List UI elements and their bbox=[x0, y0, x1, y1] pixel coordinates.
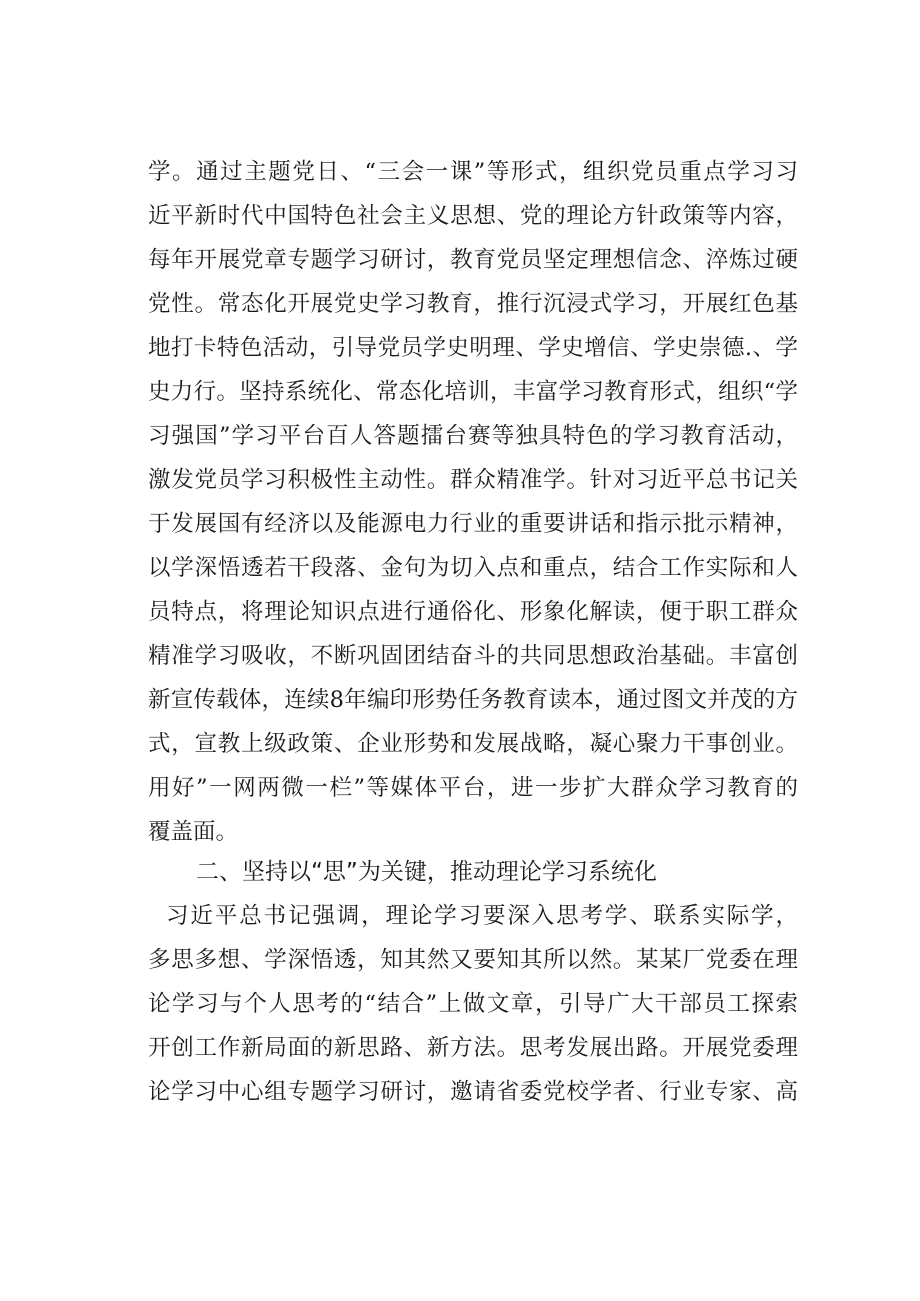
text-line: 史力行。坚持系统化、常态化培训，丰富学习教育形式，组织“学 bbox=[148, 379, 798, 405]
text-line: 开创工作新局面的新思路、新方法。思考发展出路。开展党委理 bbox=[148, 1035, 798, 1061]
text-line: 每年开展党章专题学习研讨，教育党员坚定理想信念、淬炼过硬 bbox=[148, 247, 798, 273]
text-line: 多思多想、学深悟透，知其然又要知其所以然。某某厂党委在理 bbox=[148, 947, 798, 973]
text-line: 新宣传载体，连续8年编印形势任务教育读本，通过图文并茂的方 bbox=[148, 687, 798, 713]
text-line: 地打卡特色活动，引导党员学史明理、学史增信、学史崇德.、学 bbox=[148, 335, 798, 361]
text-line: 精准学习吸收，不断巩固团结奋斗的共同思想政治基础。丰富创 bbox=[148, 643, 798, 669]
text-line: 员特点，将理论知识点进行通俗化、形象化解读，便于职工群众 bbox=[148, 599, 798, 625]
text-line: 式，宣教上级政策、企业形势和发展战略，凝心聚力干事创业。 bbox=[148, 731, 798, 757]
text-line: 习强国”学习平台百人答题擂台赛等独具特色的学习教育活动， bbox=[148, 423, 798, 449]
text-line: 用好”一网两微一栏”等媒体平台，进一步扩大群众学习教育的 bbox=[148, 775, 798, 801]
section-heading: 二、坚持以“思”为关键，推动理论学习系统化 bbox=[196, 859, 657, 885]
text-line: 党性。常态化开展党史学习教育，推行沉浸式学习，开展红色基 bbox=[148, 291, 798, 317]
text-line: 习近平总书记强调，理论学习要深入思考学、联系实际学， bbox=[148, 903, 798, 929]
text-line: 激发党员学习积极性主动性。群众精准学。针对习近平总书记关 bbox=[148, 467, 798, 493]
body-paragraph-1 bbox=[148, 150, 798, 854]
text-line: 于发展国有经济以及能源电力行业的重要讲话和指示批示精神， bbox=[148, 511, 798, 537]
text-line: 近平新时代中国特色社会主义思想、党的理论方针政策等内容， bbox=[148, 203, 798, 229]
text-line: 论学习与个人思考的“结合”上做文章，引导广大干部员工探索 bbox=[148, 991, 798, 1017]
text-line: 论学习中心组专题学习研讨，邀请省委党校学者、行业专家、高 bbox=[148, 1079, 798, 1105]
text-line: 以学深悟透若干段落、金句为切入点和重点，结合工作实际和人 bbox=[148, 555, 798, 581]
text-line: 覆盖面。 bbox=[148, 819, 239, 845]
body-paragraph-2 bbox=[148, 894, 798, 1114]
text-line: 学。通过主题党日、“三会一课”等形式，组织党员重点学习习 bbox=[148, 159, 798, 185]
